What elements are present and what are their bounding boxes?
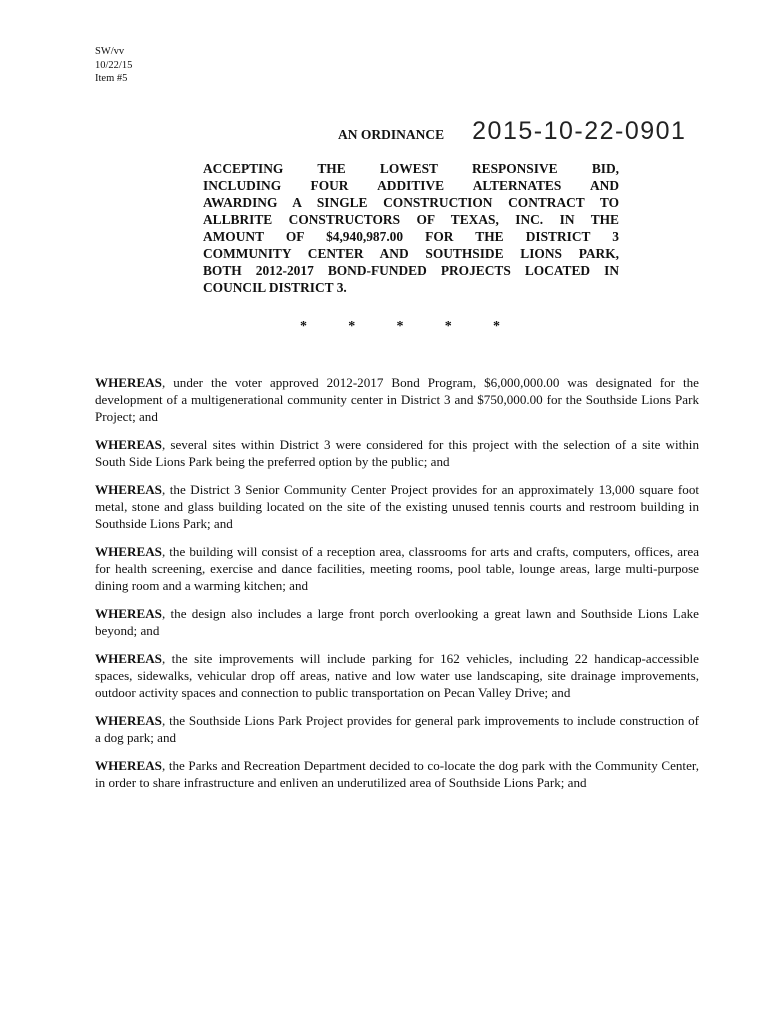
whereas-keyword: WHEREAS [95,713,162,728]
paragraph-text: , the site improvements will include parking for 162 vehicles, including 22 handicap-accessible spaces, sidewalks, vehicular drop off areas, native and low water use landscaping, site drainage improvements, outdoor activity spaces and connection to public transportation on Pecan Valley Drive; and [95,651,699,700]
separator-star: * [300,319,307,334]
title-line: COMMUNITY CENTER AND SOUTHSIDE LIONS PARK, [203,246,619,261]
separator-star: * [348,319,356,334]
paragraph-text: , the Parks and Recreation Department decided to co-locate the dog park with the Community Center, in order to share infrastructure and enliven an underutilized area of Southside Lions Park; and [95,758,699,790]
paragraph-text: , the building will consist of a reception area, classrooms for arts and crafts, computers, offices, area for health screening, exercise and dance facilities, meeting rooms, pool table, lounge areas, large multi-purpose dining room and a warming kitchen; and [95,544,699,593]
paragraph-text: , the Southside Lions Park Project provides for general park improvements to include construction of a dog park; and [95,713,699,745]
whereas-paragraph [95,481,699,532]
title-line: COUNCIL DISTRICT 3. [203,280,347,295]
whereas-paragraph [95,605,699,639]
ordinance-heading [338,117,686,146]
title-line: AWARDING A SINGLE CONSTRUCTION CONTRACT TO [203,195,619,210]
separator-star: * [396,319,404,334]
separator-star: * [444,319,452,334]
title-line: AMOUNT OF $4,940,987.00 FOR THE DISTRICT 3 [203,229,619,244]
whereas-keyword: WHEREAS [95,544,162,559]
whereas-keyword: WHEREAS [95,606,162,621]
whereas-keyword: WHEREAS [95,482,162,497]
section-separator [300,319,500,335]
whereas-paragraph [95,650,699,701]
title-line: ACCEPTING THE LOWEST RESPONSIVE BID, [203,161,619,176]
whereas-paragraph [95,757,699,791]
whereas-keyword: WHEREAS [95,437,162,452]
whereas-paragraph [95,712,699,746]
title-line: INCLUDING FOUR ADDITIVE ALTERNATES AND [203,178,619,193]
document-meta [95,45,132,86]
whereas-keyword: WHEREAS [95,375,162,390]
whereas-paragraph [95,543,699,594]
paragraph-text: , under the voter approved 2012-2017 Bond Program, $6,000,000.00 was designated for the development of a multigenerational community center in District 3 and $750,000.00 for the Southside Lions Park Project; and [95,375,699,424]
whereas-paragraph [95,436,699,470]
agenda-item: Item #5 [95,73,128,84]
paragraph-text: , the design also includes a large front porch overlooking a great lawn and Southside Lions Lake beyond; and [95,606,699,638]
paragraph-text: , several sites within District 3 were considered for this project with the selection of a site within South Side Lions Park being the preferred option by the public; and [95,437,699,469]
whereas-keyword: WHEREAS [95,651,162,666]
paragraph-text: , the District 3 Senior Community Center Project provides for an approximately 13,000 square foot metal, stone and glass building located on the site of the existing unused tennis courts and restroom building in Southside Lions Park; and [95,482,699,531]
whereas-paragraph [95,374,699,425]
ordinance-label: AN ORDINANCE [338,127,445,142]
author-initials: SW/vv [95,46,125,57]
whereas-clauses [95,374,699,802]
document-date: 10/22/15 [95,59,133,71]
whereas-keyword: WHEREAS [95,758,162,773]
ordinance-title [203,160,619,296]
title-line: BOTH 2012-2017 BOND-FUNDED PROJECTS LOCATED IN [203,263,619,278]
ordinance-number-stamp: 2015-10-22-0901 [472,117,687,145]
separator-star: * [493,319,500,334]
title-line: ALLBRITE CONSTRUCTORS OF TEXAS, INC. IN THE [203,212,619,227]
